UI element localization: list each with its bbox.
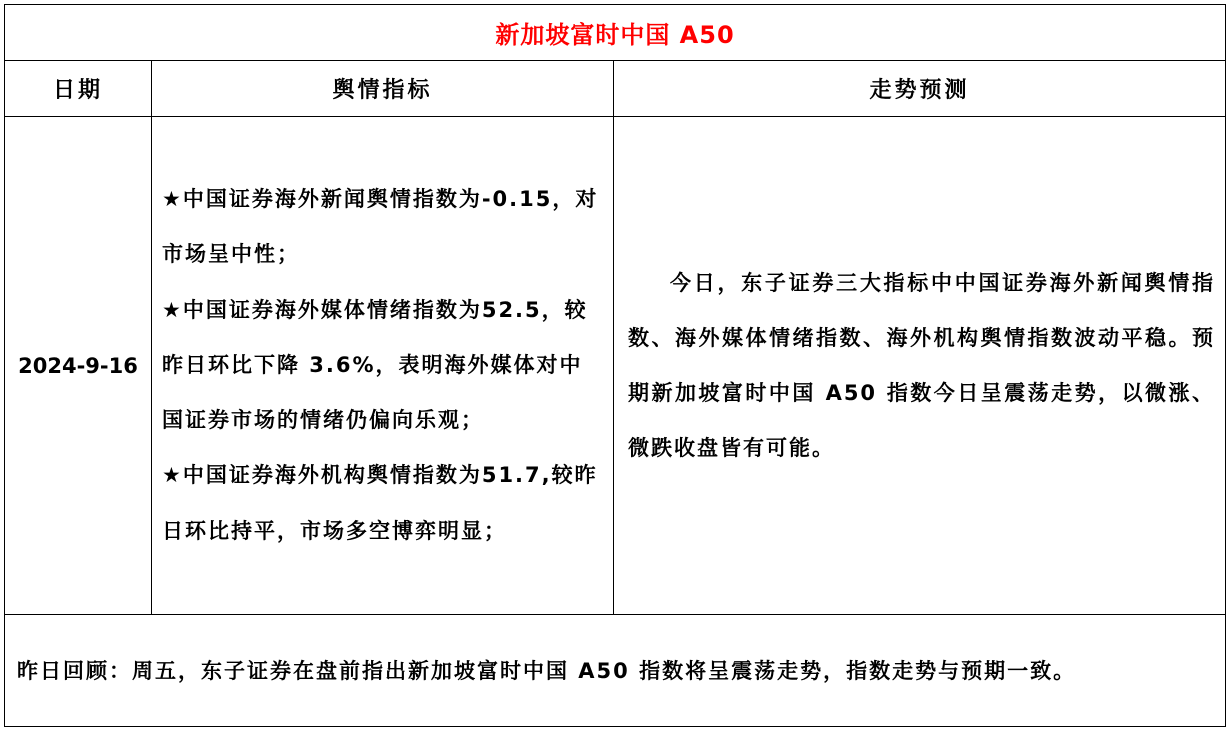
- report-title: 新加坡富时中国 A50: [5, 5, 1226, 61]
- star-icon: ★: [162, 297, 183, 322]
- date-cell: 2024-9-16: [5, 117, 152, 615]
- indicator-media-text: 中国证券海外媒体情绪指数为52.5，较昨日环比下降 3.6%，表明海外媒体对中国证券市场的情绪仍偏向乐观；: [162, 297, 588, 433]
- indicator-cell: [152, 117, 614, 615]
- indicator-media: [162, 283, 605, 449]
- title-row: [5, 5, 1226, 61]
- forecast-text: 今日，东子证券三大指标中中国证券海外新闻舆情指数、海外媒体情绪指数、海外机构舆情指数波动平稳。预期新加坡富时中国 A50 指数今日呈震荡走势，以微涨、微跌收盘皆有可能。: [628, 270, 1215, 460]
- header-indicator: 舆情指标: [152, 61, 614, 117]
- indicator-news: [162, 172, 605, 283]
- indicator-institution-text: 中国证券海外机构舆情指数为51.7,较昨日环比持平，市场多空博弈明显；: [162, 463, 598, 543]
- header-forecast: 走势预测: [614, 61, 1226, 117]
- header-row: [5, 61, 1226, 117]
- review-text: 昨日回顾：周五，东子证券在盘前指出新加坡富时中国 A50 指数将呈震荡走势，指数走势与预期一致。: [5, 615, 1226, 727]
- review-row: [5, 615, 1226, 727]
- indicator-institution: [162, 448, 605, 559]
- star-icon: ★: [162, 186, 183, 211]
- forecast-cell: [614, 117, 1226, 615]
- data-row: [5, 117, 1226, 615]
- header-date: 日期: [5, 61, 152, 117]
- report-table: [4, 4, 1226, 727]
- indicator-news-text: 中国证券海外新闻舆情指数为-0.15，对市场呈中性；: [162, 186, 599, 267]
- report-frame: [4, 4, 1225, 729]
- star-icon: ★: [162, 463, 183, 488]
